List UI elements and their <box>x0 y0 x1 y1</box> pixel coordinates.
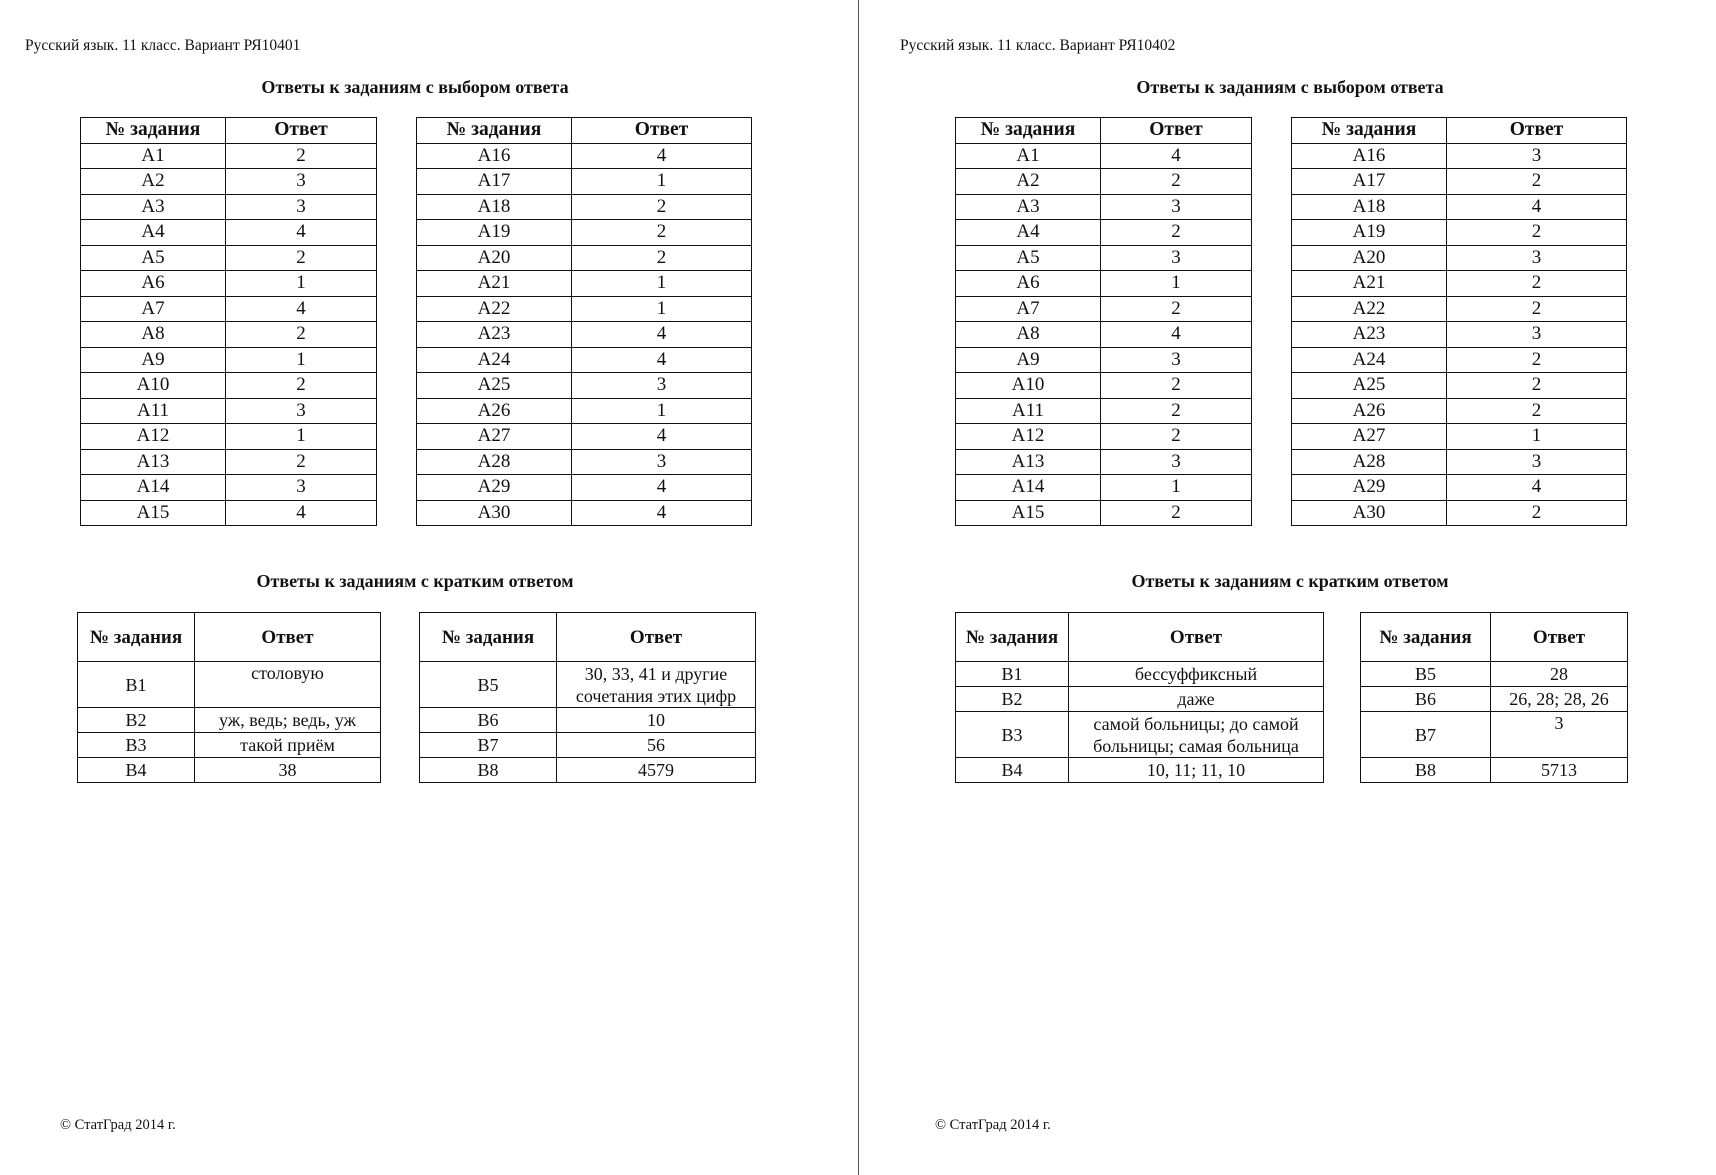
table-row <box>78 708 381 733</box>
task-number-cell: A26 <box>1292 398 1447 424</box>
table-header-row <box>81 118 377 144</box>
table-row <box>420 733 756 758</box>
table-row <box>1361 662 1628 687</box>
answer-cell: столовую <box>195 662 381 708</box>
col-answer: Ответ <box>572 118 752 144</box>
task-number-cell: A14 <box>956 475 1101 501</box>
answer-cell: 3 <box>1447 245 1627 271</box>
mc-rows <box>81 143 377 526</box>
table-row <box>417 169 752 195</box>
task-number-cell: A22 <box>1292 296 1447 322</box>
col-task-number: № задания <box>81 118 226 144</box>
table-row <box>956 424 1252 450</box>
table-row <box>417 347 752 373</box>
task-number-cell: A18 <box>1292 194 1447 220</box>
table-row <box>417 322 752 348</box>
short-section-title: Ответы к заданиям с кратким ответом <box>1131 571 1449 591</box>
task-number-cell: A12 <box>81 424 226 450</box>
table-row <box>956 194 1252 220</box>
table-row <box>417 424 752 450</box>
answer-cell: 4 <box>572 475 752 501</box>
task-number-cell: B2 <box>956 687 1069 712</box>
table-row <box>417 500 752 526</box>
task-number-cell: A11 <box>956 398 1101 424</box>
answer-cell: 2 <box>1101 373 1252 399</box>
table-row <box>956 475 1252 501</box>
answer-cell: 3 <box>1101 245 1252 271</box>
task-number-cell: A17 <box>417 169 572 195</box>
table-row <box>956 373 1252 399</box>
col-answer: Ответ <box>557 613 756 662</box>
task-number-cell: A2 <box>81 169 226 195</box>
table-row <box>420 758 756 783</box>
task-number-cell: A3 <box>956 194 1101 220</box>
table-row <box>81 500 377 526</box>
task-number-cell: B2 <box>78 708 195 733</box>
answer-cell: 2 <box>1447 398 1627 424</box>
mc-section-title: Ответы к заданиям с выбором ответа <box>1136 77 1444 97</box>
table-row <box>417 475 752 501</box>
task-number-cell: A19 <box>1292 220 1447 246</box>
task-number-cell: B4 <box>956 758 1069 783</box>
page-variant-2 <box>859 0 1716 1175</box>
table-row <box>956 169 1252 195</box>
table-header-row <box>417 118 752 144</box>
table-row <box>81 475 377 501</box>
mc-table-left <box>80 117 377 526</box>
task-number-cell: A25 <box>1292 373 1447 399</box>
page-footer: © СтатГрад 2014 г. <box>935 1117 1051 1133</box>
answer-cell: 10, 11; 11, 10 <box>1069 758 1324 783</box>
table-row <box>81 398 377 424</box>
task-number-cell: B5 <box>420 662 557 708</box>
answer-cell: 2 <box>1447 271 1627 297</box>
table-row <box>81 194 377 220</box>
task-number-cell: A9 <box>956 347 1101 373</box>
table-row <box>81 245 377 271</box>
task-number-cell: A15 <box>956 500 1101 526</box>
table-row <box>1361 758 1628 783</box>
task-number-cell: A7 <box>956 296 1101 322</box>
short-table-left <box>955 612 1324 783</box>
table-row <box>417 220 752 246</box>
task-number-cell: A27 <box>417 424 572 450</box>
answer-cell: даже <box>1069 687 1324 712</box>
task-number-cell: A11 <box>81 398 226 424</box>
table-row <box>81 424 377 450</box>
table-row <box>417 398 752 424</box>
table-row <box>956 271 1252 297</box>
task-number-cell: B8 <box>1361 758 1491 783</box>
col-task-number: № задания <box>417 118 572 144</box>
answer-cell: 3 <box>226 194 377 220</box>
mc-table-left <box>955 117 1252 526</box>
answer-cell: 3 <box>1447 143 1627 169</box>
answer-cell: 2 <box>1447 347 1627 373</box>
col-answer: Ответ <box>1101 118 1252 144</box>
task-number-cell: A14 <box>81 475 226 501</box>
task-number-cell: B5 <box>1361 662 1491 687</box>
answer-cell: 4 <box>226 220 377 246</box>
task-number-cell: A24 <box>417 347 572 373</box>
table-row <box>1292 245 1627 271</box>
table-row <box>81 220 377 246</box>
table-row <box>1361 712 1628 758</box>
task-number-cell: A28 <box>417 449 572 475</box>
col-answer: Ответ <box>1491 613 1628 662</box>
table-header-row <box>956 118 1252 144</box>
mc-rows <box>417 143 752 526</box>
answer-cell: 3 <box>572 373 752 399</box>
answer-cell: 2 <box>572 245 752 271</box>
table-header-row <box>1361 613 1628 662</box>
answer-cell: 2 <box>1101 169 1252 195</box>
answer-cell: 2 <box>1101 398 1252 424</box>
task-number-cell: A13 <box>956 449 1101 475</box>
answer-cell: 4 <box>572 143 752 169</box>
table-row <box>1292 449 1627 475</box>
answer-cell: 2 <box>1101 500 1252 526</box>
answer-cell: 2 <box>226 449 377 475</box>
table-header-row <box>78 613 381 662</box>
task-number-cell: B7 <box>1361 712 1491 758</box>
table-row <box>1292 424 1627 450</box>
answer-cell: 4 <box>572 500 752 526</box>
answer-cell: 2 <box>226 143 377 169</box>
answer-cell: уж, ведь; ведь, уж <box>195 708 381 733</box>
answer-cell: 1 <box>226 424 377 450</box>
table-row <box>956 398 1252 424</box>
answer-cell: 1 <box>1101 271 1252 297</box>
answer-cell: 3 <box>226 475 377 501</box>
table-row <box>417 271 752 297</box>
table-row <box>956 758 1324 783</box>
answer-cell: 1 <box>572 169 752 195</box>
task-number-cell: A8 <box>81 322 226 348</box>
answer-cell: 4 <box>226 296 377 322</box>
answer-cell: 38 <box>195 758 381 783</box>
task-number-cell: A23 <box>417 322 572 348</box>
table-row <box>417 194 752 220</box>
answer-cell: 2 <box>1447 296 1627 322</box>
answer-cell: 4 <box>572 322 752 348</box>
task-number-cell: B8 <box>420 758 557 783</box>
answer-cell: 4 <box>1447 194 1627 220</box>
answer-cell: 1 <box>226 347 377 373</box>
page-header: Русский язык. 11 класс. Вариант РЯ10401 <box>25 37 301 54</box>
task-number-cell: A5 <box>81 245 226 271</box>
answer-cell: 4 <box>1101 143 1252 169</box>
table-row <box>417 373 752 399</box>
table-row <box>1292 322 1627 348</box>
col-answer: Ответ <box>226 118 377 144</box>
page-header: Русский язык. 11 класс. Вариант РЯ10402 <box>900 37 1176 54</box>
task-number-cell: A17 <box>1292 169 1447 195</box>
table-row <box>81 169 377 195</box>
task-number-cell: A13 <box>81 449 226 475</box>
answer-cell: 4 <box>1447 475 1627 501</box>
answer-cell: 2 <box>1101 296 1252 322</box>
answer-cell: 3 <box>1101 449 1252 475</box>
short-table-right <box>419 612 756 783</box>
task-number-cell: A6 <box>956 271 1101 297</box>
answer-cell: 2 <box>1447 500 1627 526</box>
task-number-cell: A27 <box>1292 424 1447 450</box>
answer-cell: 30, 33, 41 и другие сочетания этих цифр <box>557 662 756 708</box>
task-number-cell: A7 <box>81 296 226 322</box>
table-row <box>1292 271 1627 297</box>
table-row <box>417 449 752 475</box>
answer-cell: 4579 <box>557 758 756 783</box>
table-row <box>78 662 381 708</box>
col-answer: Ответ <box>195 613 381 662</box>
table-row <box>1292 143 1627 169</box>
task-number-cell: A18 <box>417 194 572 220</box>
task-number-cell: A8 <box>956 322 1101 348</box>
task-number-cell: A30 <box>417 500 572 526</box>
table-row <box>81 271 377 297</box>
task-number-cell: A26 <box>417 398 572 424</box>
table-row <box>956 347 1252 373</box>
table-row <box>956 449 1252 475</box>
answer-cell: 2 <box>572 194 752 220</box>
table-row <box>78 758 381 783</box>
answer-cell: такой приём <box>195 733 381 758</box>
task-number-cell: B1 <box>956 662 1069 687</box>
table-header-row <box>1292 118 1627 144</box>
answer-cell: 3 <box>1101 194 1252 220</box>
answer-cell: 2 <box>572 220 752 246</box>
col-answer: Ответ <box>1447 118 1627 144</box>
table-row <box>1292 398 1627 424</box>
task-number-cell: B7 <box>420 733 557 758</box>
task-number-cell: A10 <box>956 373 1101 399</box>
table-row <box>81 322 377 348</box>
mc-rows <box>1292 143 1627 526</box>
table-row <box>1292 373 1627 399</box>
table-row <box>956 322 1252 348</box>
answer-cell: 3 <box>226 398 377 424</box>
answer-cell: 26, 28; 28, 26 <box>1491 687 1628 712</box>
answer-cell: 1 <box>1101 475 1252 501</box>
task-number-cell: A22 <box>417 296 572 322</box>
short-section-title: Ответы к заданиям с кратким ответом <box>256 571 574 591</box>
page-footer: © СтатГрад 2014 г. <box>60 1117 176 1133</box>
table-row <box>81 449 377 475</box>
task-number-cell: A9 <box>81 347 226 373</box>
task-number-cell: A25 <box>417 373 572 399</box>
table-row <box>1292 194 1627 220</box>
task-number-cell: A1 <box>956 143 1101 169</box>
table-row <box>81 373 377 399</box>
table-row <box>1292 475 1627 501</box>
task-number-cell: B1 <box>78 662 195 708</box>
table-row <box>956 687 1324 712</box>
table-row <box>81 347 377 373</box>
table-row <box>81 296 377 322</box>
task-number-cell: B6 <box>420 708 557 733</box>
col-task-number: № задания <box>1292 118 1447 144</box>
task-number-cell: A12 <box>956 424 1101 450</box>
answer-cell: 2 <box>1101 424 1252 450</box>
answer-cell: 2 <box>1447 220 1627 246</box>
answer-cell: 1 <box>572 398 752 424</box>
task-number-cell: A30 <box>1292 500 1447 526</box>
table-row <box>1292 169 1627 195</box>
table-row <box>1292 347 1627 373</box>
answer-cell: 2 <box>226 245 377 271</box>
answer-cell: 3 <box>1101 347 1252 373</box>
answer-cell: 28 <box>1491 662 1628 687</box>
table-row <box>956 500 1252 526</box>
table-row <box>956 220 1252 246</box>
task-number-cell: A3 <box>81 194 226 220</box>
table-row <box>417 143 752 169</box>
task-number-cell: B4 <box>78 758 195 783</box>
task-number-cell: A4 <box>956 220 1101 246</box>
task-number-cell: A21 <box>417 271 572 297</box>
answer-cell: 5713 <box>1491 758 1628 783</box>
col-task-number: № задания <box>956 613 1069 662</box>
table-header-row <box>420 613 756 662</box>
task-number-cell: A4 <box>81 220 226 246</box>
table-row <box>420 708 756 733</box>
table-row <box>956 296 1252 322</box>
task-number-cell: A29 <box>1292 475 1447 501</box>
task-number-cell: A23 <box>1292 322 1447 348</box>
table-row <box>1292 296 1627 322</box>
answer-cell: 1 <box>572 296 752 322</box>
table-row <box>956 712 1324 758</box>
task-number-cell: B3 <box>78 733 195 758</box>
table-row <box>78 733 381 758</box>
answer-cell: 3 <box>1447 322 1627 348</box>
table-row <box>956 245 1252 271</box>
table-row <box>417 245 752 271</box>
task-number-cell: A19 <box>417 220 572 246</box>
answer-cell: 1 <box>572 271 752 297</box>
answer-cell: бессуффиксный <box>1069 662 1324 687</box>
mc-table-right <box>416 117 752 526</box>
answer-cell: 10 <box>557 708 756 733</box>
task-number-cell: A20 <box>1292 245 1447 271</box>
answer-cell: 2 <box>226 373 377 399</box>
answer-cell: 4 <box>572 424 752 450</box>
answer-cell: 4 <box>1101 322 1252 348</box>
answer-cell: 3 <box>226 169 377 195</box>
answer-cell: 3 <box>1491 712 1628 758</box>
answer-cell: самой больницы; до самой больницы; самая больница <box>1069 712 1324 758</box>
short-table-left <box>77 612 381 783</box>
task-number-cell: A15 <box>81 500 226 526</box>
table-row <box>1361 687 1628 712</box>
task-number-cell: B6 <box>1361 687 1491 712</box>
answer-cell: 4 <box>572 347 752 373</box>
task-number-cell: A20 <box>417 245 572 271</box>
task-number-cell: A6 <box>81 271 226 297</box>
table-row <box>417 296 752 322</box>
col-task-number: № задания <box>78 613 195 662</box>
answer-cell: 1 <box>1447 424 1627 450</box>
task-number-cell: A10 <box>81 373 226 399</box>
task-number-cell: A21 <box>1292 271 1447 297</box>
table-row <box>956 143 1252 169</box>
answer-cell: 4 <box>226 500 377 526</box>
col-task-number: № задания <box>1361 613 1491 662</box>
col-answer: Ответ <box>1069 613 1324 662</box>
short-table-right <box>1360 612 1628 783</box>
table-row <box>1292 500 1627 526</box>
mc-table-right <box>1291 117 1627 526</box>
mc-section-title: Ответы к заданиям с выбором ответа <box>261 77 569 97</box>
task-number-cell: A28 <box>1292 449 1447 475</box>
answer-cell: 1 <box>226 271 377 297</box>
answer-cell: 2 <box>1447 373 1627 399</box>
answer-cell: 3 <box>1447 449 1627 475</box>
table-row <box>956 662 1324 687</box>
answer-cell: 56 <box>557 733 756 758</box>
answer-cell: 2 <box>226 322 377 348</box>
task-number-cell: A16 <box>1292 143 1447 169</box>
table-row <box>420 662 756 708</box>
answer-cell: 2 <box>1447 169 1627 195</box>
task-number-cell: A24 <box>1292 347 1447 373</box>
answer-cell: 3 <box>572 449 752 475</box>
task-number-cell: A5 <box>956 245 1101 271</box>
table-row <box>81 143 377 169</box>
col-task-number: № задания <box>956 118 1101 144</box>
mc-rows <box>956 143 1252 526</box>
table-row <box>1292 220 1627 246</box>
task-number-cell: A29 <box>417 475 572 501</box>
table-header-row <box>956 613 1324 662</box>
answer-cell: 2 <box>1101 220 1252 246</box>
col-task-number: № задания <box>420 613 557 662</box>
task-number-cell: A16 <box>417 143 572 169</box>
task-number-cell: A2 <box>956 169 1101 195</box>
task-number-cell: B3 <box>956 712 1069 758</box>
task-number-cell: A1 <box>81 143 226 169</box>
